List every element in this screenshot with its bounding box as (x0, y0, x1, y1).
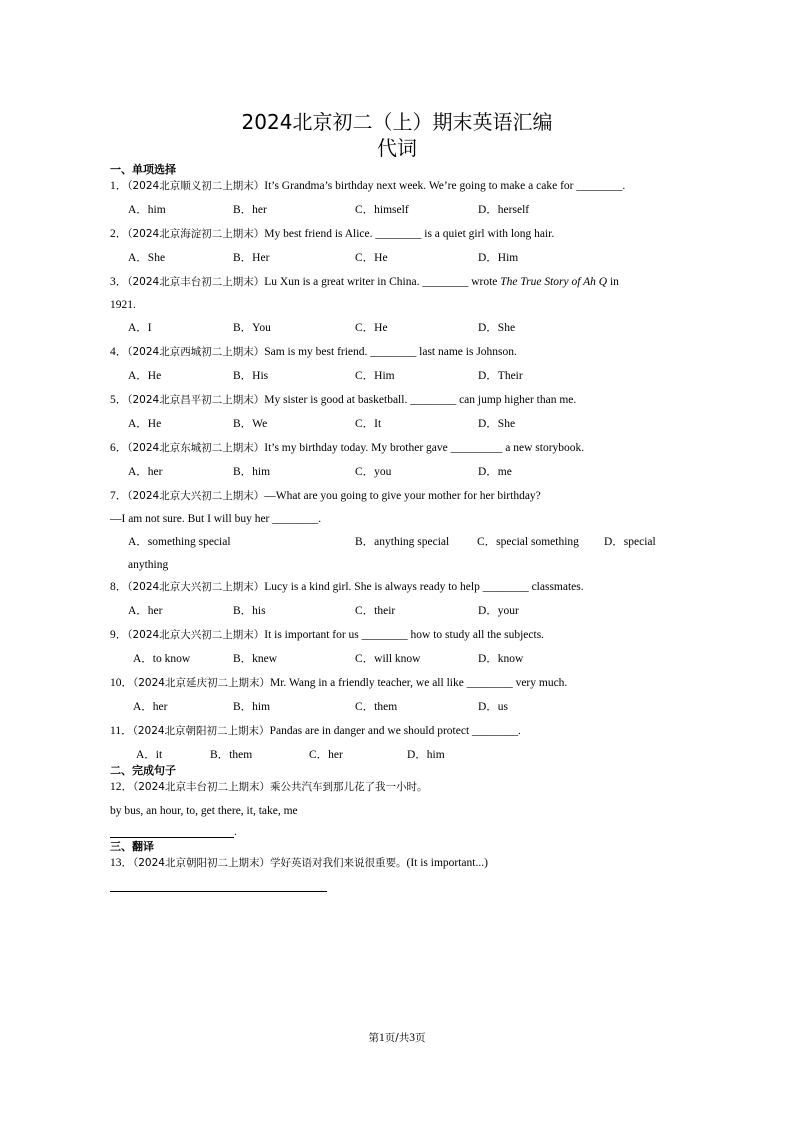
question-number: 1． (110, 180, 128, 192)
question-hint: (It is important...) (406, 857, 488, 869)
question-source: （2024北京大兴初二上期末） (127, 629, 265, 641)
question-source: （2024北京延庆初二上期末） (133, 677, 270, 689)
question-number: 2． (110, 228, 128, 240)
question-7 (110, 489, 541, 503)
page-footer (0, 1030, 794, 1045)
question-4 (110, 345, 517, 359)
question-number: 3． (110, 276, 128, 288)
option-c: C．He (355, 322, 388, 334)
option-b: B．His (233, 370, 269, 382)
option-c: C．special something (477, 536, 579, 548)
question-text: 学好英语对我们来说很重要。 (269, 857, 407, 869)
question-13 (110, 856, 488, 870)
option-d: D．herself (478, 204, 530, 216)
option-a: A．She (128, 252, 166, 264)
question-number: 10． (110, 677, 133, 689)
footer-suffix: 页 (415, 1032, 426, 1044)
option-a: A．I (128, 322, 152, 334)
question-text: 乘公共汽车到那儿花了我一小时。 (269, 781, 428, 793)
option-b: B．knew (233, 653, 278, 665)
question-source: （2024北京大兴初二上期末） (127, 581, 265, 593)
question-source: （2024北京东城初二上期末） (127, 442, 265, 454)
question-text-tail: in (607, 276, 619, 288)
question-text: My best friend is Alice. ________ is a quiet girl with long hair. (264, 228, 555, 240)
option-d: D．your (478, 605, 519, 617)
answer-blank (110, 890, 327, 892)
question-5 (110, 393, 576, 407)
option-d-continued: anything (128, 559, 169, 571)
book-title: The True Story of Ah Q (500, 276, 608, 288)
option-c: C．their (355, 605, 396, 617)
option-a: A．something special (128, 536, 231, 548)
document-title: 2024北京初二（上）期末英语汇编 (241, 110, 553, 134)
question-1 (110, 179, 625, 193)
option-b: B．anything special (355, 536, 450, 548)
option-c: C．himself (355, 204, 409, 216)
question-number: 4． (110, 346, 128, 358)
question-8 (110, 580, 584, 594)
question-number: 13． (110, 857, 133, 869)
question-3-continued: 1921. (110, 299, 136, 311)
question-text: Sam is my best friend. ________ last name is Johnson. (264, 346, 517, 358)
option-d: D．She (478, 418, 516, 430)
option-b: B．him (233, 701, 271, 713)
question-source: （2024北京大兴初二上期末） (127, 490, 265, 502)
question-number: 6． (110, 442, 128, 454)
option-b: B．You (233, 322, 271, 334)
footer-total-pages: 3 (409, 1032, 416, 1044)
document-subtitle: 代词 (377, 136, 417, 160)
option-d: D．special (604, 536, 656, 548)
option-a: A．her (133, 701, 168, 713)
option-c: C．her (309, 749, 343, 761)
option-a: A．to know (133, 653, 191, 665)
question-text: Mr. Wang in a friendly teacher, we all like ________ very much. (269, 677, 568, 689)
option-b: B．We (233, 418, 268, 430)
option-d: D．She (478, 322, 516, 334)
option-a: A．her (128, 466, 163, 478)
option-d: D．us (478, 701, 509, 713)
answer-blank-period: . (234, 826, 237, 838)
answer-blank (110, 836, 234, 838)
option-a: A．her (128, 605, 163, 617)
question-text: It’s Grandma’s birthday next week. We’re going to make a cake for ________. (264, 180, 626, 192)
option-d: D．Their (478, 370, 523, 382)
option-b: B．him (233, 466, 271, 478)
question-number: 5． (110, 394, 128, 406)
option-b: B．his (233, 605, 266, 617)
question-text: It’s my birthday today. My brother gave _________ a new storybook. (264, 442, 585, 454)
question-number: 9． (110, 629, 128, 641)
option-b: B．them (210, 749, 253, 761)
option-c: C．He (355, 252, 388, 264)
option-c: C．Him (355, 370, 395, 382)
question-source: （2024北京丰台初二上期末） (127, 276, 265, 288)
option-c: C．you (355, 466, 392, 478)
question-text: Lucy is a kind girl. She is always ready to help ________ classmates. (264, 581, 584, 593)
question-text: Pandas are in danger and we should protect ________. (269, 725, 521, 737)
question-2 (110, 227, 554, 241)
section-heading-complete-sentences: 二、完成句子 (110, 764, 176, 777)
question-number: 8． (110, 581, 128, 593)
question-9 (110, 628, 544, 642)
question-source: （2024北京朝阳初二上期末） (133, 857, 270, 869)
question-source: （2024北京西城初二上期末） (127, 346, 265, 358)
question-source: （2024北京朝阳初二上期末） (132, 725, 270, 737)
question-source: （2024北京丰台初二上期末） (133, 781, 270, 793)
option-d: D．know (478, 653, 524, 665)
question-text: My sister is good at basketball. ________ can jump higher than me. (264, 394, 577, 406)
option-b: B．her (233, 204, 267, 216)
question-text: —What are you going to give your mother for her birthday? (264, 490, 541, 502)
question-source: （2024北京海淀初二上期末） (127, 228, 265, 240)
option-c: C．It (355, 418, 382, 430)
question-number: 7． (110, 490, 128, 502)
option-d: D．me (478, 466, 512, 478)
footer-prefix: 第 (368, 1032, 379, 1044)
question-12 (110, 780, 427, 794)
option-a: A．him (128, 204, 166, 216)
option-a: A．He (128, 370, 162, 382)
question-12-words: by bus, an hour, to, get there, it, take, me (110, 805, 298, 817)
question-number: 12． (110, 781, 133, 793)
question-7-continued: —I am not sure. But I will buy her ________. (110, 513, 322, 525)
question-source: （2024北京顺义初二上期末） (127, 180, 265, 192)
option-a: A．it (136, 749, 163, 761)
question-number: 11． (110, 725, 133, 737)
question-source: （2024北京昌平初二上期末） (127, 394, 265, 406)
question-3 (110, 275, 619, 289)
question-text: Lu Xun is a great writer in China. ________ wrote (264, 276, 501, 288)
question-6 (110, 441, 584, 455)
footer-page-number: 1 (378, 1032, 385, 1044)
footer-middle: 页/共 (384, 1032, 410, 1044)
option-d: D．Him (478, 252, 519, 264)
section-heading-single-choice: 一、单项选择 (110, 163, 176, 176)
option-a: A．He (128, 418, 162, 430)
question-11 (110, 724, 521, 738)
section-heading-translation: 三、翻译 (110, 840, 154, 853)
question-text: It is important for us ________ how to study all the subjects. (264, 629, 545, 641)
question-10 (110, 676, 567, 690)
option-b: B．Her (233, 252, 270, 264)
option-c: C．will know (355, 653, 421, 665)
option-d: D．him (407, 749, 445, 761)
option-c: C．them (355, 701, 398, 713)
